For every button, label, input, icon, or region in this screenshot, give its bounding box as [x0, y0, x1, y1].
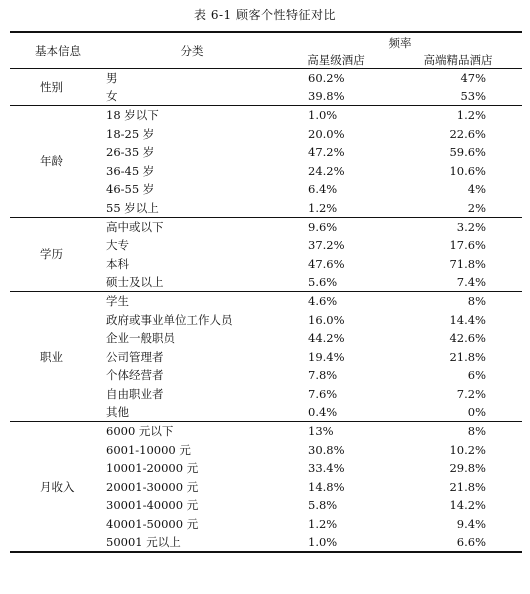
- value-hotel-a: 19.4%: [308, 349, 345, 364]
- category-cell: 学生: [106, 292, 278, 311]
- value-hotel-b: 7.2%: [456, 386, 486, 401]
- value-hotel-a: 9.6%: [278, 217, 394, 236]
- value-hotel-b: 17.6%: [449, 238, 486, 253]
- table-row: [10, 69, 522, 88]
- value-hotel-a: 1.0%: [278, 533, 394, 552]
- value-hotel-b: 6%: [467, 368, 486, 383]
- category-cell: 自由职业者: [106, 386, 164, 401]
- group-label: 年龄: [10, 106, 106, 218]
- category-cell: 26-35 岁: [106, 145, 155, 160]
- value-hotel-a: 47.6%: [308, 256, 345, 271]
- header-info: 基本信息: [10, 32, 106, 69]
- value-hotel-a: 13%: [278, 422, 394, 441]
- category-cell: 50001 元以上: [106, 533, 278, 552]
- category-cell: 大专: [106, 238, 129, 253]
- value-hotel-b: 9.4%: [456, 517, 486, 532]
- value-hotel-a: 39.8%: [308, 89, 345, 104]
- value-hotel-b: 6.6%: [394, 533, 522, 552]
- value-hotel-a: 0.4%: [308, 405, 338, 420]
- value-hotel-b: 8%: [394, 422, 522, 441]
- value-hotel-a: 5.6%: [308, 275, 338, 290]
- value-hotel-b: 10.2%: [449, 442, 486, 457]
- value-hotel-b: 47%: [460, 71, 486, 86]
- category-cell: 公司管理者: [106, 349, 164, 364]
- value-hotel-b: 14.4%: [449, 312, 486, 327]
- value-hotel-b: 71.8%: [449, 256, 486, 271]
- value-hotel-b: 2%: [467, 200, 486, 215]
- category-cell: 个体经营者: [106, 368, 164, 383]
- header-hotel-a: 高星级酒店: [278, 52, 394, 69]
- category-cell: 10001-20000 元: [106, 461, 199, 476]
- value-hotel-a: 7.6%: [308, 386, 338, 401]
- header-frequency: 频率: [388, 35, 412, 50]
- table-row: [10, 422, 522, 441]
- value-hotel-a: 5.8%: [308, 498, 338, 513]
- category-cell: 政府或事业单位工作人员: [106, 312, 233, 327]
- category-cell: 55 岁以上: [106, 200, 159, 215]
- category-cell: 40001-50000 元: [106, 517, 199, 532]
- header-hotel-b: 高端精品酒店: [394, 52, 522, 69]
- customer-characteristics-table: [10, 31, 522, 553]
- category-cell: 6001-10000 元: [106, 442, 191, 457]
- value-hotel-a: 33.4%: [308, 461, 345, 476]
- table-row: [10, 106, 522, 125]
- category-cell: 其他: [106, 405, 129, 420]
- value-hotel-a: 4.6%: [278, 292, 394, 311]
- value-hotel-b: 4%: [467, 182, 486, 197]
- category-cell: 高中或以下: [106, 217, 278, 236]
- value-hotel-a: 20.0%: [308, 126, 345, 141]
- value-hotel-b: 3.2%: [394, 217, 522, 236]
- category-cell: 女: [106, 89, 118, 104]
- value-hotel-b: 21.8%: [449, 349, 486, 364]
- value-hotel-a: 14.8%: [308, 479, 345, 494]
- value-hotel-b: 59.6%: [449, 145, 486, 160]
- group-label: 职业: [10, 292, 106, 422]
- group-label: 月收入: [10, 422, 106, 552]
- category-cell: 46-55 岁: [106, 182, 155, 197]
- value-hotel-a: 30.8%: [308, 442, 345, 457]
- value-hotel-b: 0%: [467, 405, 486, 420]
- value-hotel-a: 60.2%: [308, 71, 345, 86]
- category-cell: 男: [106, 71, 118, 86]
- value-hotel-a: 37.2%: [308, 238, 345, 253]
- category-cell: 企业一般职员: [106, 331, 175, 346]
- category-cell: 18 岁以下: [106, 106, 278, 125]
- category-cell: 20001-30000 元: [106, 479, 199, 494]
- group-label: 学历: [10, 217, 106, 291]
- category-cell: 30001-40000 元: [106, 498, 199, 513]
- value-hotel-a: 1.0%: [278, 106, 394, 125]
- value-hotel-a: 1.2%: [308, 200, 338, 215]
- value-hotel-b: 21.8%: [449, 479, 486, 494]
- value-hotel-b: 14.2%: [449, 498, 486, 513]
- value-hotel-a: 1.2%: [308, 517, 338, 532]
- category-cell: 硕士及以上: [106, 275, 164, 290]
- value-hotel-a: 6.4%: [308, 182, 338, 197]
- category-cell: 36-45 岁: [106, 163, 155, 178]
- table-row: [10, 292, 522, 311]
- category-cell: 18-25 岁: [106, 126, 155, 141]
- value-hotel-a: 7.8%: [308, 368, 338, 383]
- table-row: [10, 217, 522, 236]
- value-hotel-a: 47.2%: [308, 145, 345, 160]
- value-hotel-b: 22.6%: [449, 126, 486, 141]
- table-body: [10, 69, 522, 552]
- value-hotel-b: 29.8%: [449, 461, 486, 476]
- value-hotel-a: 24.2%: [308, 163, 345, 178]
- category-cell: 本科: [106, 256, 129, 271]
- category-cell: 6000 元以下: [106, 422, 278, 441]
- value-hotel-b: 10.6%: [449, 163, 486, 178]
- value-hotel-b: 53%: [460, 89, 486, 104]
- value-hotel-b: 42.6%: [449, 331, 486, 346]
- value-hotel-b: 1.2%: [394, 106, 522, 125]
- group-label: 性别: [40, 80, 63, 95]
- table-title: 表 6-1 顾客个性特征对比: [194, 8, 336, 22]
- value-hotel-a: 16.0%: [308, 312, 345, 327]
- value-hotel-a: 44.2%: [308, 331, 345, 346]
- value-hotel-b: 8%: [394, 292, 522, 311]
- value-hotel-b: 7.4%: [456, 275, 486, 290]
- header-category: 分类: [106, 32, 278, 69]
